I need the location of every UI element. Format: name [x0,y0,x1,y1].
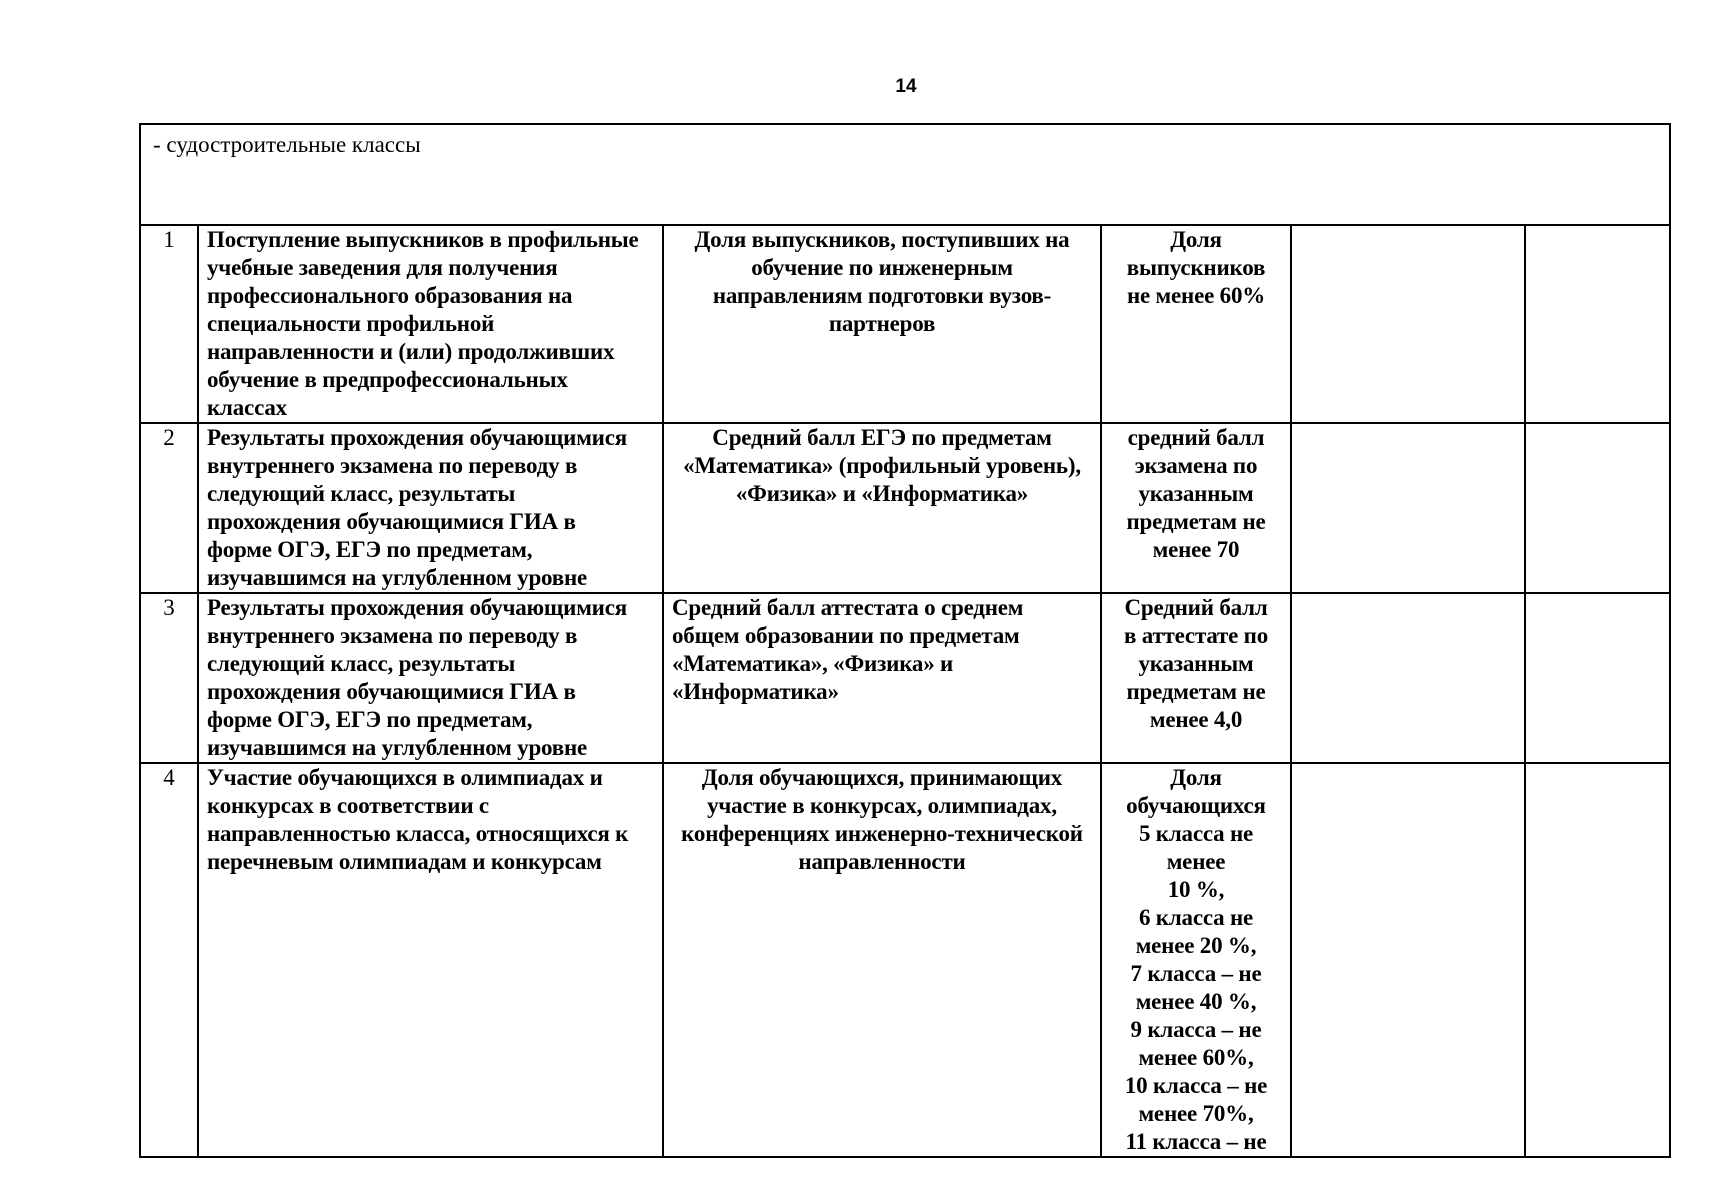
criterion-cell-line: Поступление выпускников в профильные [207,227,639,252]
value-cell [1101,593,1291,763]
value-cell-line: не менее 60% [1126,283,1266,308]
value-cell-line: указанным [1138,481,1254,506]
criterion-cell-line: изучавшимся на углубленном уровне [207,565,588,590]
criterion-cell-line: изучавшимся на углубленном уровне [207,735,588,760]
value-cell [1101,423,1291,593]
criterion-cell-line: Результаты прохождения обучающимися [207,425,627,450]
criterion-cell-line: Результаты прохождения обучающимися [207,595,627,620]
value-cell-line: Доля [1170,227,1222,252]
value-cell-line: предметам не [1126,679,1266,704]
value-cell-line: менее 4,0 [1149,707,1243,732]
criterion-cell-line: конкурсах в соответствии с [207,793,489,818]
criterion-cell-line: перечневым олимпиадам и конкурсам [207,849,602,874]
page-number: 14 [895,76,917,97]
criterion-cell-line: прохождения обучающимися ГИА в [207,679,576,704]
criterion-cell [198,763,663,1157]
criterion-cell-line: классах [207,395,287,420]
empty-cell [1525,763,1670,1157]
criteria-table [139,123,1671,1158]
value-cell-line: выпускников [1126,255,1266,280]
value-cell-line: менее [1166,849,1226,874]
indicator-cell-line: направленности [798,849,966,874]
section-title: - судостроительные классы [140,124,1670,225]
value-cell-line: 5 класса не [1138,821,1254,846]
indicator-cell-line: конференциях инженерно-технической [681,821,1083,846]
criterion-cell-line: внутреннего экзамена по переводу в [207,623,578,648]
indicator-cell-line: Доля обучающихся, принимающих [701,765,1063,790]
table-row [140,423,1670,593]
empty-cell [1525,423,1670,593]
table-row [140,763,1670,1157]
indicator-cell-line: Средний балл ЕГЭ по предметам [712,425,1052,450]
criterion-cell-line: форме ОГЭ, ЕГЭ по предметам, [207,707,533,732]
empty-cell [1525,593,1670,763]
indicator-cell-line: партнеров [828,311,936,336]
criterion-cell-line: прохождения обучающимися ГИА в [207,509,576,534]
value-cell [1101,225,1291,423]
criterion-cell-line: учебные заведения для получения [207,255,558,280]
indicator-cell-line: «Математика», «Физика» и [672,651,954,676]
indicator-cell [663,763,1101,1157]
empty-cell [1291,593,1525,763]
row-number: 4 [140,763,198,1157]
value-cell-line: Доля [1170,765,1222,790]
indicator-cell-line: «Информатика» [672,679,839,704]
value-cell-line: менее 40 %, [1135,989,1257,1014]
value-cell-line: менее 70 [1152,537,1240,562]
criterion-cell [198,423,663,593]
row-number: 3 [140,593,198,763]
value-cell-line: указанным [1138,651,1254,676]
criterion-cell-line: направленности и (или) продолживших [207,339,615,364]
section-row [140,124,1670,225]
row-number: 2 [140,423,198,593]
value-cell-line: 10 %, [1167,877,1225,902]
value-cell-line: обучающихся [1126,793,1266,818]
criterion-cell-line: профессионального образования на [207,283,573,308]
indicator-cell-line: направлениям подготовки вузов- [712,283,1052,308]
criterion-cell-line: внутреннего экзамена по переводу в [207,453,578,478]
value-cell-line: 9 класса – не [1130,1017,1262,1042]
criterion-cell-line: обучение в предпрофессиональных [207,367,568,392]
criterion-cell-line: следующий класс, результаты [207,481,516,506]
criterion-cell-line: Участие обучающихся в олимпиадах и [207,765,603,790]
criterion-cell-line: специальности профильной [207,311,495,336]
indicator-cell [663,225,1101,423]
indicator-cell-line: обучение по инженерным [751,255,1013,280]
criterion-cell-line: следующий класс, результаты [207,651,516,676]
indicator-cell-line: «Математика» (профильный уровень), [683,453,1081,478]
criterion-cell [198,225,663,423]
indicator-cell-line: общем образовании по предметам [672,623,1020,648]
criterion-cell [198,593,663,763]
criterion-cell-line: форме ОГЭ, ЕГЭ по предметам, [207,537,533,562]
table-row [140,593,1670,763]
value-cell-line: 10 класса – не [1124,1073,1268,1098]
value-cell-line: менее 70%, [1138,1101,1254,1126]
empty-cell [1291,225,1525,423]
value-cell-line: 6 класса не [1138,905,1254,930]
indicator-cell [663,423,1101,593]
criterion-cell-line: направленностью класса, относящихся к [207,821,629,846]
empty-cell [1291,423,1525,593]
indicator-cell-line: Средний балл аттестата о среднем [672,595,1024,620]
indicator-cell [663,593,1101,763]
value-cell-line: средний балл [1127,425,1265,450]
row-number: 1 [140,225,198,423]
value-cell-line: менее 20 %, [1135,933,1257,958]
value-cell-line: экзамена по [1134,453,1258,478]
value-cell-line: Средний балл [1124,595,1268,620]
value-cell-line: 11 класса – не [1125,1129,1267,1154]
table-row [140,225,1670,423]
empty-cell [1525,225,1670,423]
indicator-cell-line: участие в конкурсах, олимпиадах, [707,793,1057,818]
value-cell [1101,763,1291,1157]
empty-cell [1291,763,1525,1157]
value-cell-line: в аттестате по [1123,623,1269,648]
value-cell-line: 7 класса – не [1130,961,1262,986]
indicator-cell-line: «Физика» и «Информатика» [735,481,1029,506]
indicator-cell-line: Доля выпускников, поступивших на [694,227,1070,252]
value-cell-line: предметам не [1126,509,1266,534]
value-cell-line: менее 60%, [1138,1045,1254,1070]
